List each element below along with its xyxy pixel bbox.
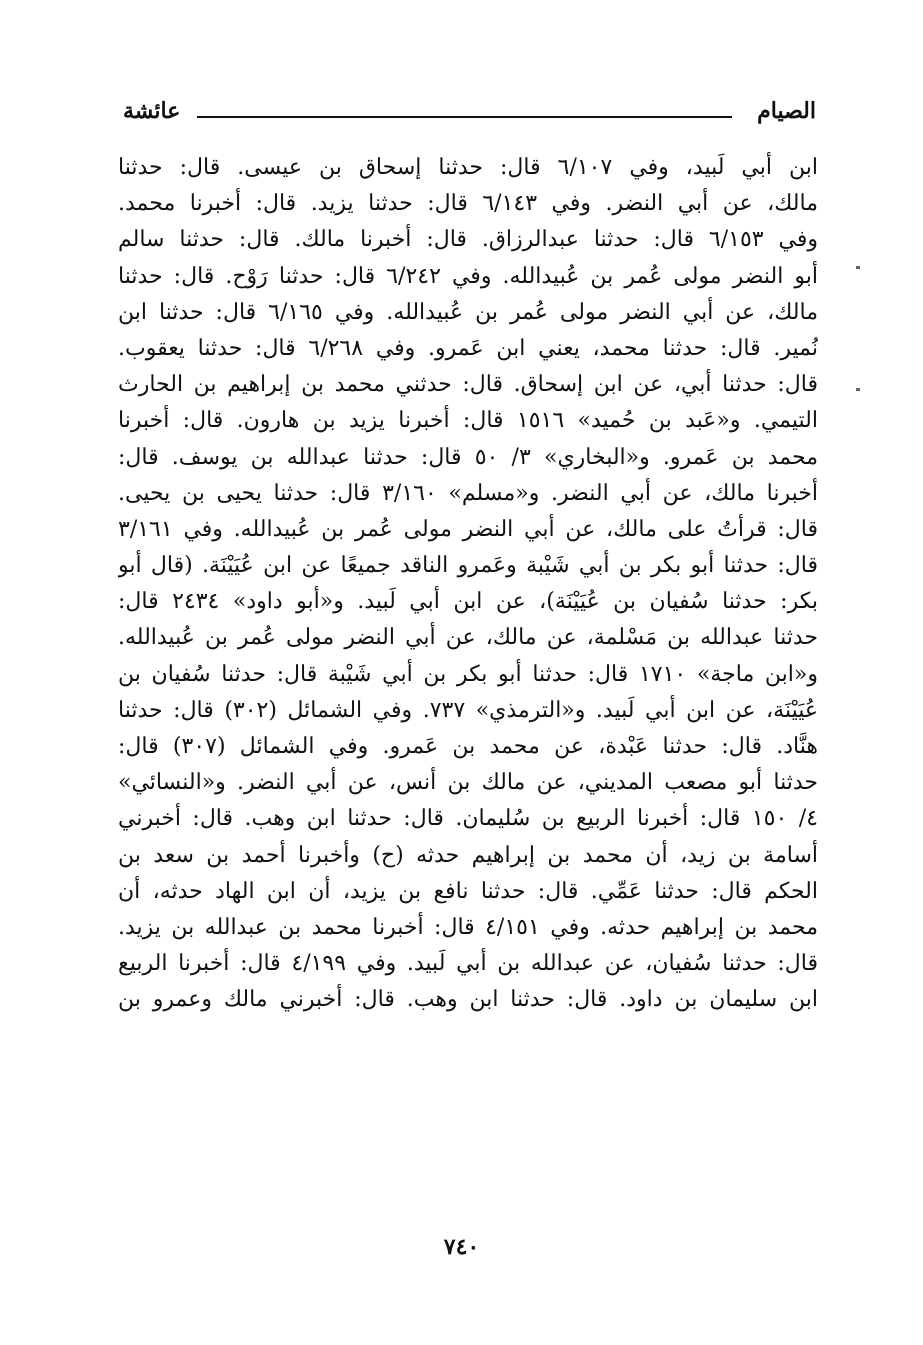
text-line: محمد بن إبراهيم حدثه. وفي ٤/١٥١ قال: أخبرنا محمد بن عبدالله بن يزيد.	[118, 914, 818, 940]
text-line: قال: حدثنا أبو بكر بن أبي شَيْبة وعَمرو الناقد جميعًا عن ابن عُيَيْنَة. (قال أبو	[118, 553, 818, 579]
body-text	[118, 150, 818, 1019]
chapter-title: عائشة	[123, 98, 181, 124]
header-rule	[197, 116, 732, 118]
text-line: هنَّاد. قال: حدثنا عَبْدة، عن محمد بن عَمرو. وفي الشمائل (٣٠٧) قال:	[118, 734, 818, 759]
text-line: مالك، عن أبي النضر مولى عُمر بن عُبيدالله. وفي ٦/١٦٥ قال: حدثنا ابن	[118, 299, 818, 325]
text-line: أخبرنا مالك، عن أبي النضر. و«مسلم» ٣/١٦٠ قال: حدثنا يحيى بن يحيى.	[118, 480, 818, 506]
text-line: عُيَيْنَة، عن ابن أبي لَبيد. و«الترمذي» ٧٣٧. وفي الشمائل (٣٠٢) قال: حدثنا	[118, 697, 818, 723]
text-line: قال: حدثنا أبي، عن ابن إسحاق. قال: حدثني محمد بن إبراهيم بن الحارث	[118, 372, 818, 398]
text-line: ابن أبي لَبيد، وفي ٦/١٠٧ قال: حدثنا إسحاق بن عيسى. قال: حدثنا	[118, 155, 818, 180]
text-line: محمد بن عَمرو. و«البخاري» ٣/ ٥٠ قال: حدثنا عبدالله بن يوسف. قال:	[118, 444, 818, 470]
text-line: ابن سليمان بن داود. قال: حدثنا ابن وهب. قال: أخبرني مالك وعمرو بن	[118, 987, 818, 1013]
text-line: مالك، عن أبي النضر. وفي ٦/١٤٣ قال: حدثنا يزيد. قال: أخبرنا محمد.	[118, 191, 818, 217]
margin-speck	[856, 266, 860, 269]
text-line: نُمير. قال: حدثنا محمد، يعني ابن عَمرو. وفي ٦/٢٦٨ قال: حدثنا يعقوب.	[118, 335, 818, 361]
running-header	[123, 94, 816, 128]
text-line: التيمي. و«عَبد بن حُميد» ١٥١٦ قال: أخبرنا يزيد بن هارون. قال: أخبرنا	[118, 408, 818, 434]
text-line: قال: قرأتُ على مالك، عن أبي النضر مولى عُمر بن عُبيدالله. وفي ٣/١٦١	[118, 516, 818, 542]
section-title: الصيام	[757, 98, 816, 124]
text-line: قال: حدثنا سُفيان، عن عبدالله بن أبي لَبيد. وفي ٤/١٩٩ قال: أخبرنا الربيع	[118, 951, 818, 977]
page-number: ٧٤٠	[443, 1234, 480, 1260]
text-line: حدثنا أبو مصعب المديني، عن مالك بن أنس، عن أبي النضر. و«النسائي»	[118, 770, 818, 796]
margin-speck	[856, 388, 860, 391]
text-line: حدثنا عبدالله بن مَسْلمة، عن مالك، عن أبي النضر مولى عُمر بن عُبيدالله.	[118, 625, 818, 651]
text-line: الحكم قال: حدثنا عَمِّي. قال: حدثنا نافع بن يزيد، أن ابن الهاد حدثه، أن	[118, 878, 818, 904]
text-line: بكر: حدثنا سُفيان بن عُيَيْنَة)، عن ابن أبي لَبيد. و«أبو داود» ٢٤٣٤ قال:	[118, 589, 818, 615]
text-line: أسامة بن زيد، أن محمد بن إبراهيم حدثه (ح) وأخبرنا أحمد بن سعد بن	[118, 842, 818, 868]
text-line: وفي ٦/١٥٣ قال: حدثنا عبدالرزاق. قال: أخبرنا مالك. قال: حدثنا سالم	[118, 227, 818, 253]
text-line: أبو النضر مولى عُمر بن عُبيدالله. وفي ٦/٢٤٢ قال: حدثنا رَوْح. قال: حدثنا	[118, 263, 818, 289]
text-line: و«ابن ماجة» ١٧١٠ قال: حدثنا أبو بكر بن أبي شَيْبة قال: حدثنا سُفيان بن	[118, 661, 818, 687]
text-line: ٤/ ١٥٠ قال: أخبرنا الربيع بن سُليمان. قال: حدثنا ابن وهب. قال: أخبرني	[118, 806, 818, 832]
